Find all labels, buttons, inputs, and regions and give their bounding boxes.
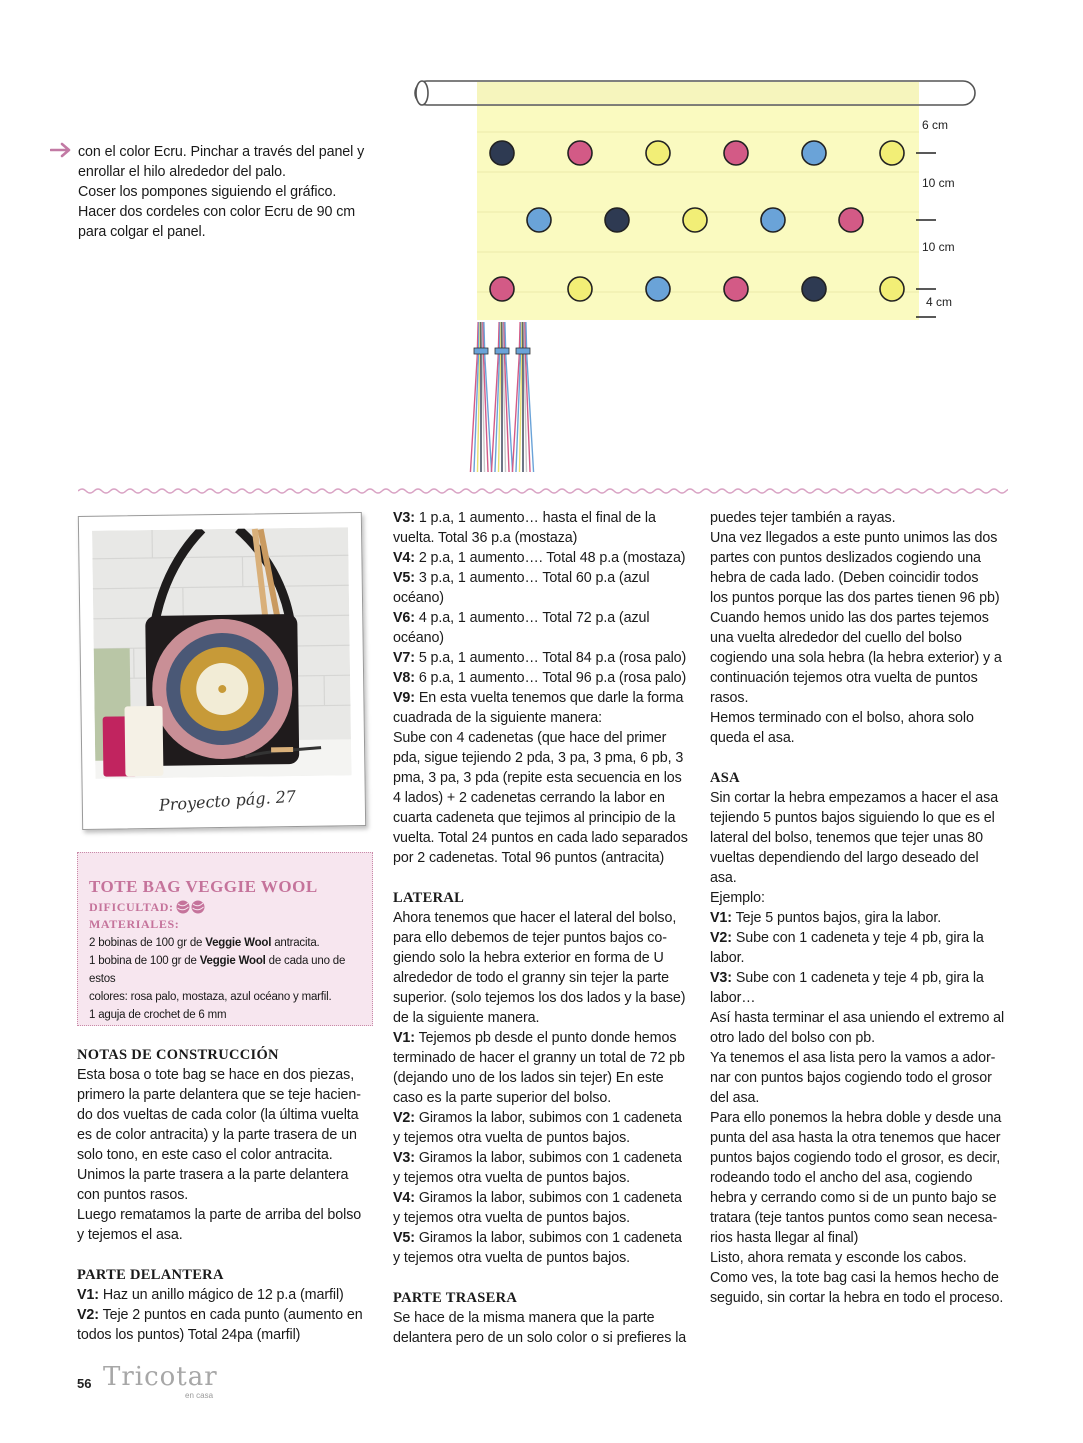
- notes-line: primero la parte delantera que se teje hacien-: [77, 1087, 361, 1103]
- section-heading-notes: NOTAS DE CONSTRUCCIÓN: [77, 1047, 279, 1063]
- body-line: Ya tenemos el asa lista pero la vamos a ador-: [710, 1050, 996, 1066]
- pompom-mustard: [880, 277, 904, 301]
- intro-line: para colgar el panel.: [78, 224, 206, 240]
- round-line: [393, 568, 693, 588]
- round-line: [710, 988, 1010, 1008]
- body-line: rios hasta llegar al final): [710, 1230, 859, 1246]
- round-line: [393, 1088, 693, 1108]
- round-text: y tejemos otra vuelta de puntos bajos.: [393, 1250, 631, 1266]
- round-line: [393, 508, 693, 528]
- body-line: queda el asa.: [710, 730, 795, 746]
- round-text: 2 p.a, 1 aumento…. Total 48 p.a (mostaza): [414, 550, 686, 566]
- body-line: partes con puntos deslizados cogiendo una: [710, 550, 981, 566]
- round-text: océano): [393, 630, 444, 646]
- body-line: Una vez llegados a este punto unimos las dos: [710, 530, 998, 546]
- round-line: [710, 928, 1010, 948]
- round-line: todos los puntos) Total 24pa (marfil): [77, 1327, 301, 1343]
- round-text: (dejando uno de los lados sin tejer) En este: [393, 1070, 664, 1086]
- arrow-right-icon: [50, 142, 72, 158]
- round-label: V8:: [393, 670, 415, 686]
- round-line: [393, 1148, 693, 1168]
- notes-line: Esta bosa o tote bag se hace en dos piezas,: [77, 1067, 355, 1083]
- round-label: V5:: [393, 1230, 415, 1246]
- round-text: En esta vuelta tenemos que darle la forma: [414, 690, 684, 706]
- body-line: seguido, sin cortar la hebra en todo el proceso.: [710, 1290, 1004, 1306]
- rod-wrap: [477, 82, 919, 104]
- round-line: [710, 968, 1010, 988]
- round-line: [393, 688, 693, 708]
- round-text: 4 p.a, 1 aumento… Total 72 p.a (azul: [414, 610, 650, 626]
- panel: [477, 92, 919, 320]
- intro-line: Coser los pompones siguiendo el gráfico.: [78, 184, 337, 200]
- pompom-pink: [724, 141, 748, 165]
- tassels: [470, 322, 533, 472]
- material-item: 1 aguja de crochet de 6 mm: [89, 1009, 227, 1021]
- body-line: cogiendo una sola hebra (la hebra exterior) y a: [710, 650, 1002, 666]
- photo-caption-text: Proyecto pág. 27: [158, 786, 297, 815]
- pompom-anthracite: [802, 277, 826, 301]
- body-line: de la siguiente manera.: [393, 1010, 540, 1026]
- round-label: V4:: [393, 1190, 415, 1206]
- pattern-title: TOTE BAG VEGGIE WOOL: [89, 877, 318, 896]
- section-heading-back: PARTE TRASERA: [393, 1290, 518, 1306]
- notes-line: y tejemos el asa.: [77, 1227, 183, 1243]
- round-label: V7:: [393, 650, 415, 666]
- column-3: [710, 508, 1010, 1308]
- pompom-pink: [568, 141, 592, 165]
- pompom-panel-diagram: [405, 72, 1005, 482]
- measure-label: 10 cm: [922, 240, 955, 254]
- body-line: Así hasta terminar el asa uniendo el extremo al: [710, 1010, 1005, 1026]
- body-line: puedes tejer también a rayas.: [710, 510, 896, 526]
- round-label: V2:: [710, 930, 732, 946]
- body-line: Hemos terminado con el bolso, ahora solo: [710, 710, 974, 726]
- round-line: V2: Teje 2 puntos en cada punto (aumento en: [77, 1307, 363, 1323]
- body-line: vueltas dependiendo del largo deseado del: [710, 850, 979, 866]
- round-text: y tejemos otra vuelta de puntos bajos.: [393, 1130, 631, 1146]
- round-text: Sube con 1 cadeneta y teje 4 pb, gira la: [731, 970, 984, 986]
- body-line: Para ello ponemos la hebra doble y desde una: [710, 1110, 1002, 1126]
- round-text: océano): [393, 590, 444, 606]
- round-label: V1:: [393, 1030, 415, 1046]
- round-line: [393, 1048, 693, 1068]
- round-label: V4:: [393, 550, 415, 566]
- body-line: rodeando todo el ancho del asa, cogiendo: [710, 1170, 973, 1186]
- body-line: hebra de cada lado. (Deben coincidir todos: [710, 570, 979, 586]
- tassel: [512, 322, 533, 472]
- pompom-blue: [761, 208, 785, 232]
- round-text: vuelta. Total 36 p.a (mostaza): [393, 530, 578, 546]
- round-line: [393, 1228, 693, 1248]
- materials-box: [77, 852, 373, 1026]
- rod-end: [416, 81, 428, 105]
- body-line: Sin cortar la hebra empezamos a hacer el asa: [710, 790, 999, 806]
- intro-text: [78, 142, 378, 242]
- round-label: V6:: [393, 610, 415, 626]
- section-heading-asa: ASA: [710, 770, 740, 786]
- pompom-mustard: [880, 141, 904, 165]
- round-line: [393, 1068, 693, 1088]
- round-line: [393, 1168, 693, 1188]
- magazine-logo: [103, 1362, 233, 1402]
- round-line: [393, 528, 693, 548]
- round-label: V9:: [393, 690, 415, 706]
- round-text: Giramos la labor, subimos con 1 cadeneta: [414, 1230, 682, 1246]
- page-number: 56: [77, 1376, 92, 1391]
- body-line: cuarta cadeneta que tejimos al principio de la: [393, 810, 676, 826]
- notes-line: Unimos la parte trasera a la parte delantera: [77, 1167, 349, 1183]
- material-item: 1 bobina de 100 gr de Veggie Wool de cada uno de estos: [89, 955, 346, 985]
- round-line: [393, 628, 693, 648]
- round-label: V3:: [393, 1150, 415, 1166]
- pompom-mustard: [683, 208, 707, 232]
- body-line: para ello debemos de tejer puntos bajos co-: [393, 930, 667, 946]
- difficulty-row: [89, 898, 206, 916]
- body-line: asa.: [710, 870, 737, 886]
- body-line: otro lado del bolso con pb.: [710, 1030, 876, 1046]
- round-line: [393, 1028, 693, 1048]
- pompom-mustard: [568, 277, 592, 301]
- round-line: V1: Haz un anillo mágico de 12 p.a (marfil): [77, 1287, 344, 1303]
- body-line: hebra y cerrando como si de un punto bajo se: [710, 1190, 997, 1206]
- section-heading-lateral: LATERAL: [393, 890, 465, 906]
- round-line: [393, 1128, 693, 1148]
- tassel: [491, 322, 512, 472]
- project-photo-frame: [78, 512, 366, 830]
- round-text: Giramos la labor, subimos con 1 cadeneta: [414, 1190, 682, 1206]
- round-label: V2:: [393, 1110, 415, 1126]
- round-text: 5 p.a, 1 aumento… Total 84 p.a (rosa palo): [414, 650, 687, 666]
- wavy-divider: [78, 486, 1008, 496]
- body-line: del asa.: [710, 1090, 760, 1106]
- notes-line: do dos vueltas de cada color (la última vuelta: [77, 1107, 359, 1123]
- round-text: caso es la parte superior del bolso.: [393, 1090, 612, 1106]
- column-1: [77, 1045, 377, 1345]
- body-line: delantera pero de un solo color o si prefieres la: [393, 1330, 687, 1346]
- round-line: [710, 948, 1010, 968]
- tote-bag-photo: [92, 527, 351, 779]
- column-2: [393, 508, 693, 1348]
- round-label: V3:: [393, 510, 415, 526]
- pompom-pink: [490, 277, 514, 301]
- body-line: superior. (solo tejemos los dos lados y la base): [393, 990, 686, 1006]
- round-text: y tejemos otra vuelta de puntos bajos.: [393, 1210, 631, 1226]
- round-text: Sube con 1 cadeneta y teje 4 pb, gira la: [731, 930, 984, 946]
- photo-caption: [153, 784, 323, 816]
- body-line: por 2 cadenetas. Total 96 puntos (antracita): [393, 850, 665, 866]
- intro-line: enrollar el hilo alrededor del palo.: [78, 164, 286, 180]
- pompom-blue: [802, 141, 826, 165]
- round-text: labor.: [710, 950, 745, 966]
- body-line: Ahora tenemos que hacer el lateral del bolso,: [393, 910, 677, 926]
- body-line: pma, 3 pa, 3 pda (repite esta secuencia en los: [393, 770, 682, 786]
- difficulty-label: DIFICULTAD:: [89, 899, 174, 914]
- section-heading-front: PARTE DELANTERA: [77, 1267, 224, 1283]
- round-line: [393, 1248, 693, 1268]
- body-line: puntos bajos cogiendo todo el grosor, es decir,: [710, 1150, 1001, 1166]
- materials-list: [89, 934, 374, 1024]
- pompom-pink: [839, 208, 863, 232]
- body-line: Cuando hemos unido las dos partes tejemos: [710, 610, 989, 626]
- body-line: los puntos porque las dos partes tienen 96 pb): [710, 590, 1000, 606]
- notes-line: es de color antracita) y la parte trasera de un: [77, 1127, 357, 1143]
- measure-label: 6 cm: [922, 118, 949, 132]
- material-item: colores: rosa palo, mostaza, azul océano y marfil.: [89, 991, 332, 1003]
- round-line: [393, 608, 693, 628]
- round-line: [393, 1188, 693, 1208]
- yarn-ball-icon: [176, 899, 206, 915]
- body-line: giendo solo la hebra exterior en forma de U: [393, 950, 664, 966]
- body-line: Como ves, la tote bag casi la hemos hecho de: [710, 1270, 999, 1286]
- round-text: 1 p.a, 1 aumento… hasta el final de la: [414, 510, 656, 526]
- round-text: Teje 5 puntos bajos, gira la labor.: [731, 910, 942, 926]
- notes-line: con puntos rasos.: [77, 1187, 189, 1203]
- round-line: [393, 1208, 693, 1228]
- round-line: [393, 648, 693, 668]
- body-line: nar con puntos bajos cogiendo todo el grosor: [710, 1070, 992, 1086]
- body-line: una vuelta alrededor del cuello del bolso: [710, 630, 962, 646]
- round-text: Giramos la labor, subimos con 1 cadeneta: [414, 1110, 682, 1126]
- body-line: Listo, ahora remata y esconde los cabos.: [710, 1250, 967, 1266]
- notes-line: solo tono, en este caso el color antracita.: [77, 1147, 333, 1163]
- pompom-anthracite: [490, 141, 514, 165]
- materials-label: MATERIALES:: [89, 917, 180, 931]
- body-line: alrededor de todo el granny sin tejer la parte: [393, 970, 669, 986]
- round-label: V1:: [710, 910, 732, 926]
- body-line: vuelta. Total 24 puntos en cada lado separados: [393, 830, 688, 846]
- body-line: rasos.: [710, 690, 749, 706]
- round-text: terminado de hacer el granny un total de 72 pb: [393, 1050, 685, 1066]
- body-line: lateral del bolso, tenemos que tejer unas 80: [710, 830, 983, 846]
- pompom-blue: [527, 208, 551, 232]
- logo-text: Tricotar: [103, 1362, 218, 1392]
- round-line: [393, 668, 693, 688]
- body-line: pda, sigue tejiendo 2 pda, 3 pa, 3 pma, 6 pb, 3: [393, 750, 684, 766]
- logo-subtext: en casa: [185, 1391, 214, 1400]
- round-text: Giramos la labor, subimos con 1 cadeneta: [414, 1150, 682, 1166]
- round-text: cuadrada de la siguiente manera:: [393, 710, 603, 726]
- notes-line: Luego rematamos la parte de arriba del bolso: [77, 1207, 362, 1223]
- body-line: tratara (teje tantos puntos como sean necesa-: [710, 1210, 998, 1226]
- round-text: Tejemos pb desde el punto donde hemos: [414, 1030, 677, 1046]
- intro-line: con el color Ecru. Pinchar a través del panel y: [78, 144, 365, 160]
- material-item: 2 bobinas de 100 gr de Veggie Wool antracita.: [89, 937, 320, 949]
- pompom-mustard: [646, 141, 670, 165]
- tassel: [470, 322, 491, 472]
- body-line: 4 lados) + 2 cadenetas cerrando la labor en: [393, 790, 665, 806]
- pompom-blue: [646, 277, 670, 301]
- round-label: V5:: [393, 570, 415, 586]
- intro-line: Hacer dos cordeles con color Ecru de 90 cm: [78, 204, 356, 220]
- body-line: continuación tejemos otra vuelta de puntos: [710, 670, 978, 686]
- body-line: punta del asa hasta la otra tenemos que hacer: [710, 1130, 1001, 1146]
- body-line: Se hace de la misma manera que la parte: [393, 1310, 655, 1326]
- round-text: labor…: [710, 990, 756, 1006]
- pompom-pink: [724, 277, 748, 301]
- measure-label: 4 cm: [926, 295, 953, 309]
- round-label: V3:: [710, 970, 732, 986]
- measure-label: 10 cm: [922, 176, 955, 190]
- pompom-anthracite: [605, 208, 629, 232]
- round-line: [393, 708, 693, 728]
- body-line: Ejemplo:: [710, 890, 765, 906]
- body-line: Sube con 4 cadenetas (que hace del primer: [393, 730, 667, 746]
- round-line: [710, 908, 1010, 928]
- round-text: 3 p.a, 1 aumento… Total 60 p.a (azul: [414, 570, 650, 586]
- round-line: [393, 1108, 693, 1128]
- round-line: [393, 548, 693, 568]
- round-line: [393, 588, 693, 608]
- round-text: 6 p.a, 1 aumento… Total 96 p.a (rosa palo): [414, 670, 687, 686]
- body-line: tejiendo 5 puntos bajos siguiendo lo que es el: [710, 810, 995, 826]
- round-text: y tejemos otra vuelta de puntos bajos.: [393, 1170, 631, 1186]
